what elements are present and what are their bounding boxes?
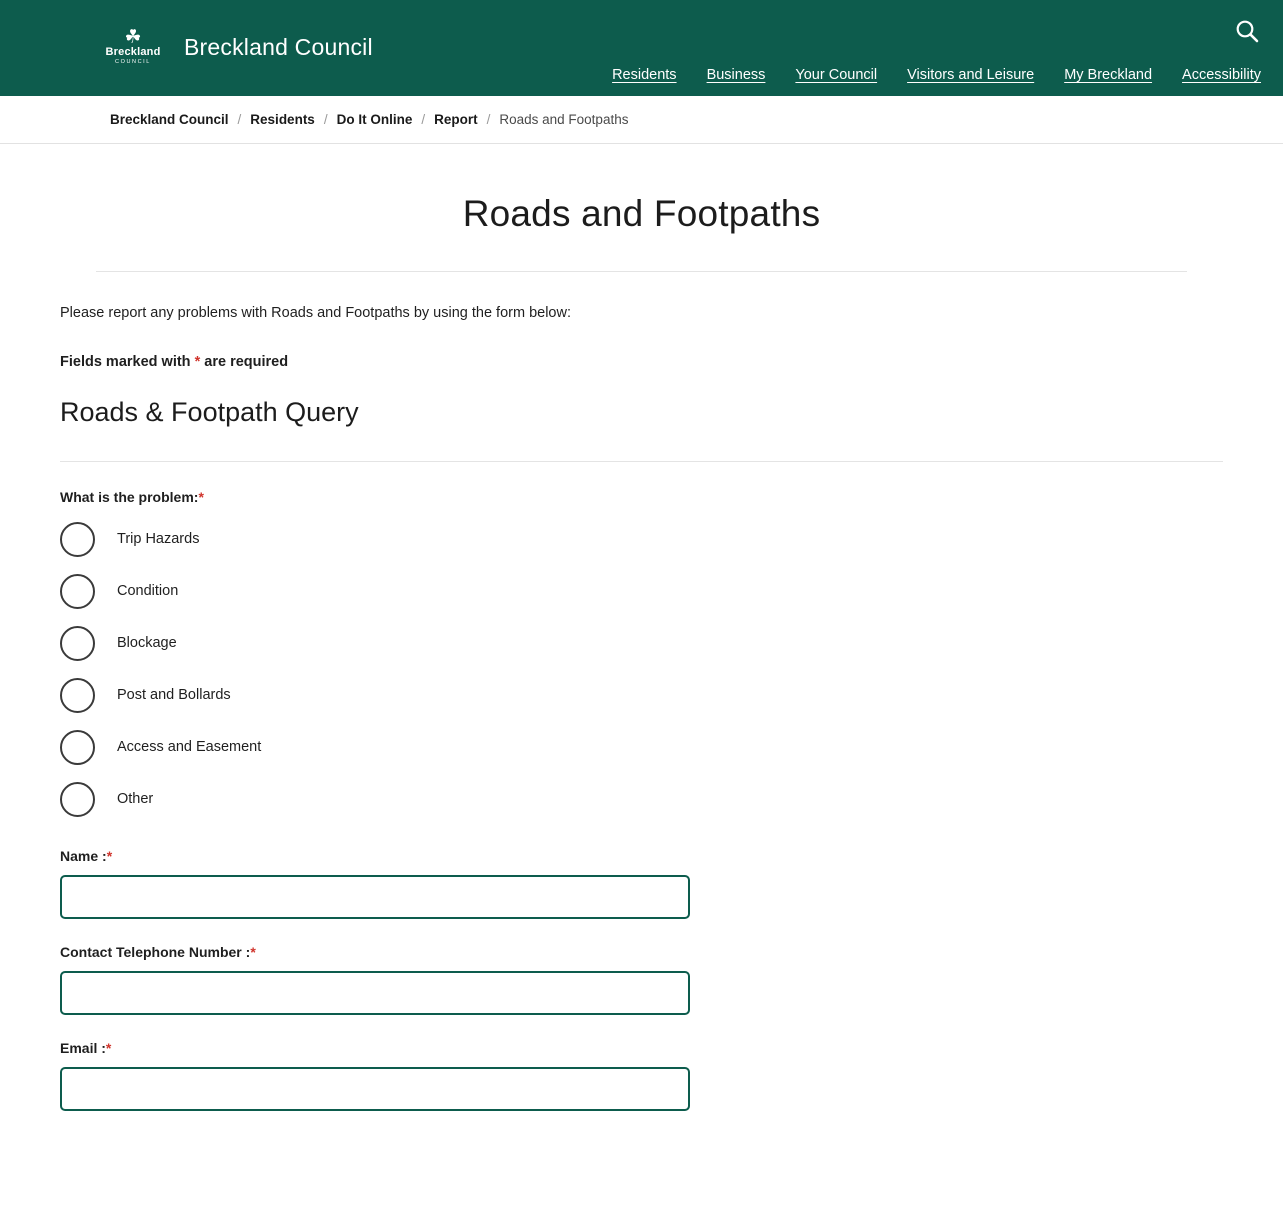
name-field-block xyxy=(60,848,1223,919)
radio-button-trip-hazards[interactable] xyxy=(60,522,95,557)
required-asterisk: * xyxy=(105,1040,112,1056)
nav-item-residents[interactable]: Residents xyxy=(612,67,677,83)
brand-title: Breckland Council xyxy=(184,33,373,60)
name-input[interactable] xyxy=(60,875,690,919)
phone-input[interactable] xyxy=(60,971,690,1015)
required-asterisk: * xyxy=(106,848,113,864)
main-content xyxy=(0,305,1283,1111)
section-title: Roads & Footpath Query xyxy=(60,397,359,427)
radio-option-blockage[interactable] xyxy=(60,619,1223,667)
phone-field-block xyxy=(60,944,1223,1015)
radio-label-trip-hazards: Trip Hazards xyxy=(117,531,200,547)
brand[interactable] xyxy=(100,18,373,76)
main-nav xyxy=(612,67,1261,83)
breadcrumb-item-report[interactable]: Report xyxy=(434,112,478,127)
email-field-block xyxy=(60,1040,1223,1111)
required-note-before: Fields marked with xyxy=(60,354,195,370)
radio-label-blockage: Blockage xyxy=(117,635,177,651)
radio-label-post-and-bollards: Post and Bollards xyxy=(117,687,231,703)
nav-item-my-breckland[interactable]: My Breckland xyxy=(1064,67,1153,83)
breckland-logo-icon xyxy=(100,18,166,76)
nav-item-business[interactable]: Business xyxy=(706,67,766,83)
title-divider xyxy=(96,271,1187,272)
breadcrumb-item-do-it-online[interactable]: Do It Online xyxy=(336,112,413,127)
phone-label-text: Contact Telephone Number : xyxy=(60,944,251,960)
nav-item-visitors-and-leisure[interactable]: Visitors and Leisure xyxy=(907,67,1035,83)
name-label-text: Name : xyxy=(60,848,107,864)
radio-button-access-and-easement[interactable] xyxy=(60,730,95,765)
breadcrumb-bar xyxy=(0,96,1283,144)
nav-item-accessibility[interactable]: Accessibility xyxy=(1182,67,1261,83)
intro-text: Please report any problems with Roads and Footpaths by using the form below: xyxy=(60,305,571,321)
name-label xyxy=(60,848,1223,864)
breadcrumb-separator: / xyxy=(323,112,328,127)
email-label-text: Email : xyxy=(60,1040,106,1056)
problem-radio-group xyxy=(60,515,1223,823)
radio-button-condition[interactable] xyxy=(60,574,95,609)
phone-label xyxy=(60,944,1223,960)
logo-text: Breckland xyxy=(105,45,161,58)
radio-option-post-and-bollards[interactable] xyxy=(60,671,1223,719)
breadcrumb-separator: / xyxy=(421,112,426,127)
radio-button-blockage[interactable] xyxy=(60,626,95,661)
logo-mark-icon: ☘ xyxy=(124,26,142,48)
required-asterisk: * xyxy=(198,489,204,505)
required-asterisk: * xyxy=(250,944,256,960)
section-divider xyxy=(60,461,1223,462)
search-icon[interactable] xyxy=(1234,18,1260,44)
radio-label-condition: Condition xyxy=(117,583,179,599)
breadcrumb xyxy=(110,112,628,127)
breadcrumb-separator: / xyxy=(237,112,242,127)
breadcrumb-item-current: Roads and Footpaths xyxy=(499,112,629,127)
radio-option-condition[interactable] xyxy=(60,567,1223,615)
required-asterisk: * xyxy=(194,354,201,370)
email-input[interactable] xyxy=(60,1067,690,1111)
email-label xyxy=(60,1040,1223,1056)
required-fields-note xyxy=(60,354,1223,370)
radio-label-other: Other xyxy=(117,791,154,807)
breadcrumb-item-breckland-council[interactable]: Breckland Council xyxy=(110,112,229,127)
problem-question-text: What is the problem: xyxy=(60,489,199,505)
required-note-after: are required xyxy=(200,354,289,370)
radio-option-access-and-easement[interactable] xyxy=(60,723,1223,771)
problem-question-label xyxy=(60,489,1223,505)
radio-option-other[interactable] xyxy=(60,775,1223,823)
nav-item-your-council[interactable]: Your Council xyxy=(795,67,878,83)
radio-button-other[interactable] xyxy=(60,782,95,817)
radio-label-access-and-easement: Access and Easement xyxy=(117,739,262,755)
radio-button-post-and-bollards[interactable] xyxy=(60,678,95,713)
site-header xyxy=(0,0,1283,96)
radio-option-trip-hazards[interactable] xyxy=(60,515,1223,563)
page-title: Roads and Footpaths xyxy=(462,193,821,234)
breadcrumb-separator: / xyxy=(486,112,491,127)
logo-subtext: COUNCIL xyxy=(115,58,151,65)
breadcrumb-item-residents[interactable]: Residents xyxy=(250,112,315,127)
